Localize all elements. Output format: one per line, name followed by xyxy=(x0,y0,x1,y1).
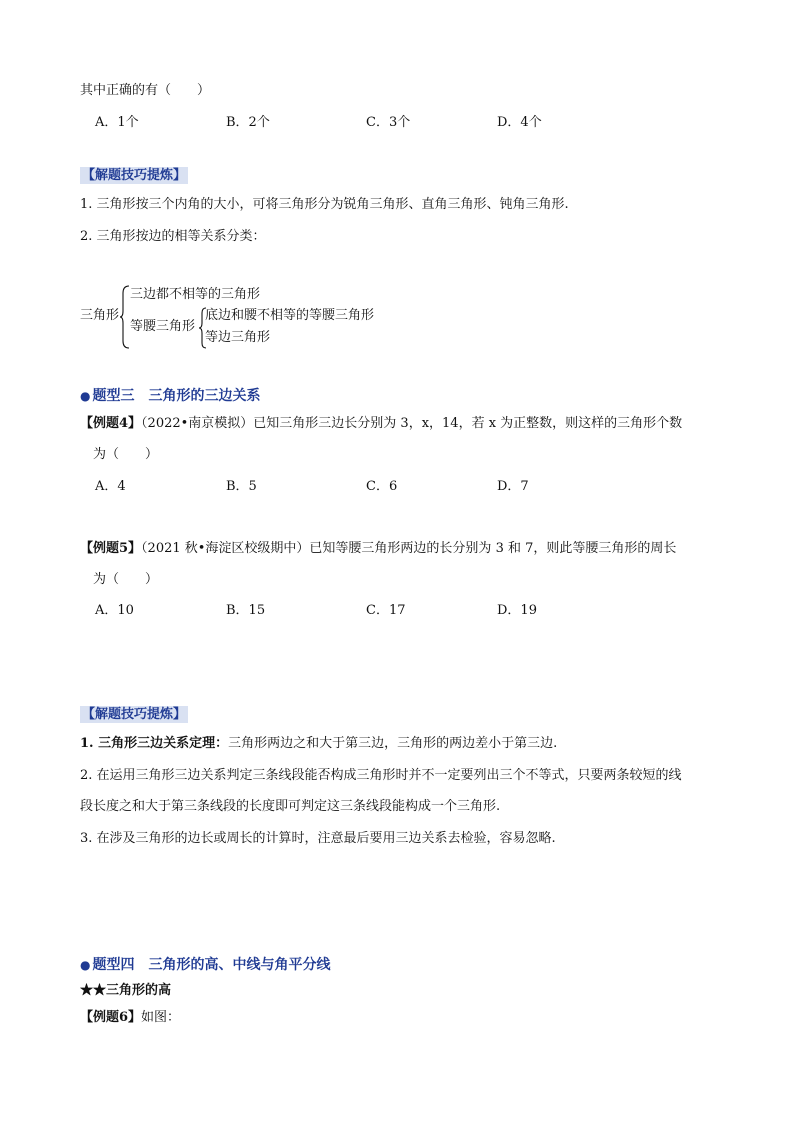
section-heading-3: ● 题型三 三角形的三边关系 xyxy=(80,388,261,404)
option-d: D．19 xyxy=(497,603,537,618)
bullet-dot-icon: ● xyxy=(80,958,91,972)
bullet-dot-icon: ● xyxy=(80,389,91,403)
subheading-altitude: ★★三角形的高 xyxy=(80,983,172,998)
brace-outer xyxy=(120,285,130,349)
option-c: C．6 xyxy=(366,479,398,494)
tip-tag: 【解题技巧提炼】 xyxy=(82,707,187,722)
option-b: B．15 xyxy=(226,603,266,618)
option-c: C．17 xyxy=(366,603,406,618)
option-b: B．2个 xyxy=(226,115,270,130)
example-label: 【例题5】 xyxy=(80,541,142,556)
classification-sub-equilateral: 等边三角形 xyxy=(205,330,271,345)
option-c: C．3个 xyxy=(366,115,411,130)
example-5 xyxy=(80,540,676,558)
example-6 xyxy=(80,1009,180,1027)
example-label: 【例题4】 xyxy=(80,416,142,431)
tip-line: 2. 在运用三角形三边关系判定三条线段能否构成三角形时并不一定要列出三个不等式，只要两条较短的线 xyxy=(80,768,682,783)
option-a: A．1个 xyxy=(95,115,139,130)
tip-line: 1. 三角形三边关系定理：三角形两边之和大于第三边，三角形的两边差小于第三边. xyxy=(80,736,558,751)
classification-branch-scalene: 三边都不相等的三角形 xyxy=(130,287,261,302)
option-d: D．4个 xyxy=(497,115,542,130)
tip-line: 3. 在涉及三角形的边长或周长的计算时，注意最后要用三边关系去检验，容易忽略. xyxy=(80,831,556,846)
question-stem: 其中正确的有（ ） xyxy=(80,83,211,98)
classification-sub-nonequilateral: 底边和腰不相等的等腰三角形 xyxy=(205,308,375,323)
classification-branch-isosceles: 等腰三角形 xyxy=(130,319,196,334)
example-label: 【例题6】 xyxy=(80,1010,142,1025)
example-text: （2021 秋•海淀区校级期中）已知等腰三角形两边的长分别为 3 和 7，则此等腰三角形的周长 xyxy=(141,541,677,556)
example-text-cont: 为（ ） xyxy=(93,447,159,462)
example-text: 如图： xyxy=(141,1010,181,1025)
example-text-cont: 为（ ） xyxy=(93,572,159,587)
option-a: A．10 xyxy=(95,603,134,618)
tip-line: 1. 三角形按三个内角的大小，可将三角形分为锐角三角形、直角三角形、钝角三角形. xyxy=(80,197,569,212)
tip-line: 2. 三角形按边的相等关系分类： xyxy=(80,229,266,244)
classification-root: 三角形 xyxy=(80,308,120,323)
tip-line: 段长度之和大于第三条线段的长度即可判定这三条线段能构成一个三角形. xyxy=(80,799,501,814)
example-4 xyxy=(80,415,682,433)
option-a: A．4 xyxy=(95,479,126,494)
tip-tag: 【解题技巧提炼】 xyxy=(82,168,187,183)
section-heading-4: ● 题型四 三角形的高、中线与角平分线 xyxy=(80,957,331,973)
option-d: D．7 xyxy=(497,479,529,494)
example-text: （2022•南京模拟）已知三角形三边长分别为 3，x，14，若 x 为正整数，则这样的三角形个数 xyxy=(141,416,683,431)
option-b: B．5 xyxy=(226,479,257,494)
